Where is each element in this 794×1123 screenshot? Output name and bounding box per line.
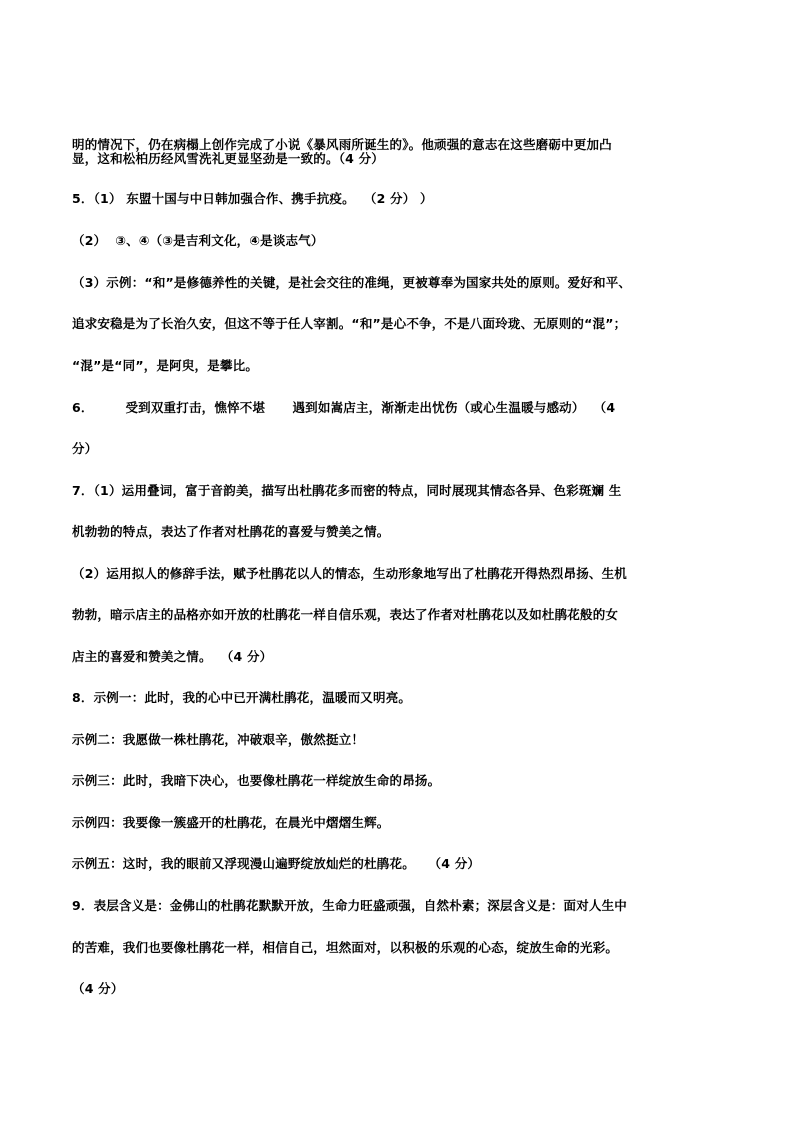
text-line: “混”是“同”，是阿臾，是攀比。 — [72, 358, 259, 373]
text-line: （3）示例：“和”是修德养性的关键，是社会交往的准绳，更被尊奉为国家共处的原则。爱好和平、 — [72, 275, 632, 290]
text-line: 勃勃，暗示店主的品格亦如开放的杜鹃花一样自信乐观，表达了作者对杜鹃花以及如杜鹃花般的女 — [72, 607, 619, 622]
text-line: 的苦难，我们也要像杜鹃花一样，相信自己，坦然面对，以积极的乐观的心态，绽放生命的光彩。 — [72, 940, 619, 955]
text-line: 6． 受到双重打击，憔悴不堪 遇到如嵩店主，渐渐走出忧伤（或心生温暖与感动） （4 — [72, 400, 616, 415]
text-line: 分） — [72, 441, 98, 456]
text-line: 显，这和松柏历经风雪洗礼更显坚劲是一致的。（4 分） — [72, 151, 385, 166]
text-line: 5．（1） 东盟十国与中日韩加强合作、携手抗疫。 （2 分） ） — [72, 191, 433, 206]
text-line: 追求安稳是为了长治久安，但这不等于任人宰割。“和”是心不争，不是八面玲珑、无原则的“混”； — [72, 316, 627, 331]
text-line: 示例二：我愿做一株杜鹃花，冲破艰辛，傲然挺立！ — [72, 732, 365, 747]
text-line: 示例五：这时，我的眼前又浮现漫山遍野绽放灿烂的杜鹃花。 （4 分） — [72, 856, 481, 871]
text-line: 示例四：我要像一簇盛开的杜鹃花，在晨光中熠熠生辉。 — [72, 815, 390, 830]
text-line: 8．示例一：此时，我的心中已开满杜鹃花，温暖而又明亮。 — [72, 690, 412, 705]
text-line: 9．表层含义是：金佛山的杜鹃花默默开放，生命力旺盛顽强，自然朴素；深层含义是：面对人生中 — [72, 898, 627, 913]
text-line: 7．（1）运用叠词，富于音韵美，描写出杜鹃花多而密的特点，同时展现其情态各异、色彩斑斓 生 — [72, 483, 622, 498]
text-line: 店主的喜爱和赞美之情。 （4 分） — [72, 649, 273, 664]
text-line: （2）运用拟人的修辞手法，赋予杜鹃花以人的情态，生动形象地写出了杜鹃花开得热烈昂扬、生机 — [72, 566, 627, 581]
text-line: （2） ③、④（③是吉利文化，④是谈志气） — [72, 233, 324, 248]
text-line: 示例三：此时，我暗下决心，也要像杜鹃花一样绽放生命的昂扬。 — [72, 773, 441, 788]
text-line: （4 分） — [72, 981, 124, 996]
text-line: 机勃勃的特点，表达了作者对杜鹃花的喜爱与赞美之情。 — [72, 524, 390, 539]
text-line: 明的情况下，仍在病榻上创作完成了小说《暴风雨所诞生的》。他顽强的意志在这些磨砺中更加凸 — [72, 137, 612, 152]
